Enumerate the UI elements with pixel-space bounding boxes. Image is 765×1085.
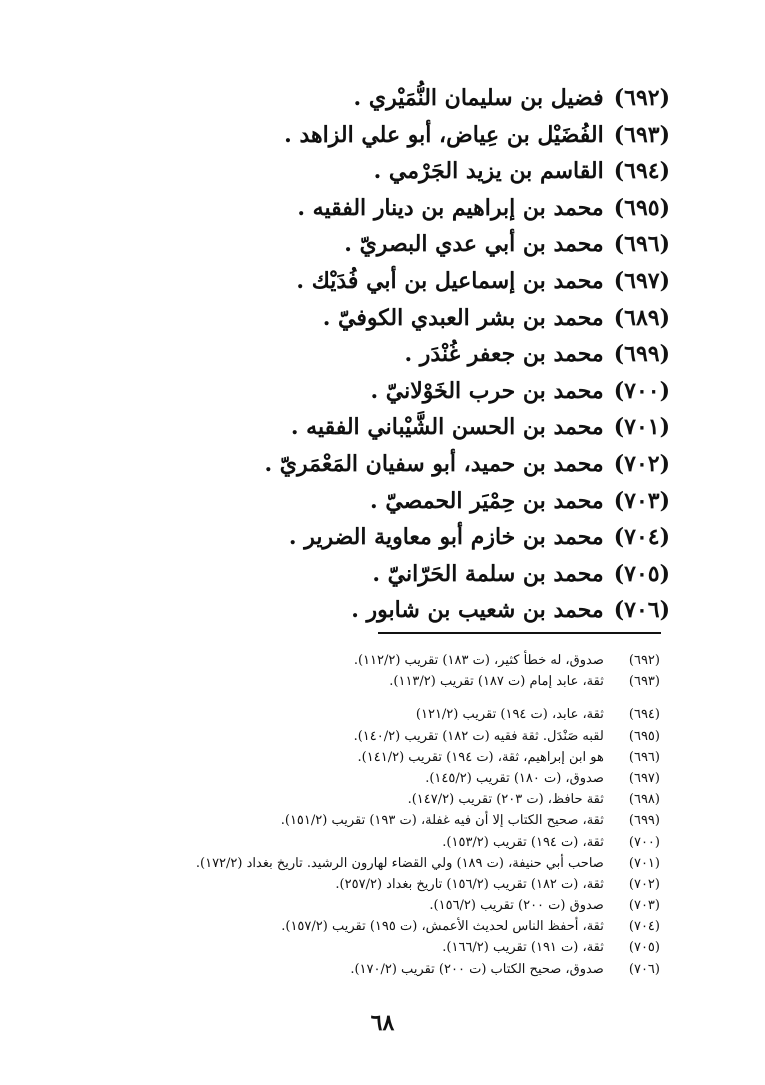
footnote-text: ثقة، عابد إمام (ت ١٨٧) تقريب (١١٣/٢).: [389, 674, 604, 690]
footnote-text: هو ابن إبراهيم، ثقة، (ت ١٩٤) تقريب (١٤١/٢).: [357, 749, 604, 765]
entry-name: محمد بن أبي عدي البصريّ .: [344, 231, 604, 258]
footnote-text: ثقة، (ت ١٩٤) تقريب (١٥٣/٢).: [442, 834, 604, 850]
footnote: [100, 959, 660, 980]
entry-number: (٦٩٧): [613, 267, 670, 294]
entry-number: (٦٩٩): [613, 341, 670, 368]
narrator-list: [250, 80, 670, 629]
entry-name: محمد بن حرب الخَوْلانيّ .: [370, 377, 604, 404]
footnote-text: ثقة حافظ، (ت ٢٠٣) تقريب (١٤٧/٢).: [407, 792, 604, 808]
entry-number: (٧٠٥): [613, 560, 670, 587]
footnote-text: ثقة، صحيح الكتاب إلا أن فيه غفلة، (ت ١٩٣) تقريب (١٥١/٢).: [280, 813, 604, 829]
footnote: [100, 650, 660, 671]
entry-name: محمد بن الحسن الشَّيْباني الفقيه .: [290, 414, 604, 441]
entry-name: محمد بن سلمة الحَرّانيّ .: [372, 560, 604, 587]
footnote: [100, 704, 660, 725]
footnote-number: (٦٩٢): [628, 653, 660, 668]
entry-name: القاسم بن يزيد الجَرْمي .: [373, 158, 604, 185]
footnote-number: (٦٩٨): [628, 792, 660, 808]
footnote: [100, 747, 660, 768]
narrator-entry: [250, 153, 670, 190]
footnote-number: (٦٩٩): [628, 813, 660, 829]
footnote-divider: [378, 632, 661, 634]
footnote-text: لقبه صَنْدَل. ثقة فقيه (ت ١٨٢) تقريب (١٤٠/٢).: [353, 728, 604, 744]
footnote-number: (٦٩٧): [628, 770, 660, 786]
footnote: [100, 810, 660, 831]
narrator-entry: [250, 592, 670, 629]
footnote-number: (٧٠١): [628, 855, 660, 871]
footnote: [100, 916, 660, 937]
footnote-text: ثقة، أحفظ الناس لحديث الأعمش، (ت ١٩٥) تقريب (١٥٧/٢).: [281, 919, 604, 935]
entry-name: محمد بن جعفر غُنْدَر .: [404, 341, 604, 368]
entry-name: محمد بن بشر العبدي الكوفيّ .: [322, 304, 604, 331]
footnote-text: صدوق، له خطأ كثير، (ت ١٨٣) تقريب (١١٢/٢).: [353, 653, 604, 668]
footnote: [100, 671, 660, 692]
narrator-entry: [250, 80, 670, 117]
footnote: [100, 853, 660, 874]
entry-name: فضيل بن سليمان النُّمَيْري .: [353, 85, 604, 111]
footnote-text: ثقة، (ت ١٩١) تقريب (١٦٦/٢).: [442, 940, 604, 956]
entry-number: (٧٠٣): [613, 487, 670, 514]
footnote: [100, 937, 660, 958]
footnote-number: (٧٠٦): [628, 961, 660, 977]
narrator-entry: [250, 519, 670, 556]
footnote-number: (٦٩٥): [628, 728, 660, 744]
footnote: [100, 768, 660, 789]
footnote-number: (٧٠٥): [628, 940, 660, 956]
narrator-entry: [250, 409, 670, 446]
footnotes: [100, 650, 660, 980]
entry-name: محمد بن شعيب بن شابور .: [351, 597, 604, 624]
entry-number: (٦٩٤): [613, 158, 670, 185]
footnote-text: صاحب أبي حنيفة، (ت ١٨٩) ولي القضاء لهارون الرشيد. تاريخ بغداد (١٧٢/٢).: [195, 855, 604, 871]
footnote-gap: [100, 692, 660, 704]
page-number: ٦٨: [370, 1010, 395, 1036]
footnote-text: صدوق (ت ٢٠٠) تقريب (١٥٦/٢).: [429, 898, 604, 914]
footnote-number: (٦٩٤): [628, 707, 660, 723]
entry-name: محمد بن إبراهيم بن دينار الفقيه .: [297, 194, 604, 221]
footnote: [100, 874, 660, 895]
footnote: [100, 895, 660, 916]
entry-name: محمد بن حميد، أبو سفيان المَعْمَريّ .: [264, 450, 604, 477]
footnote-text: ثقة، عابد، (ت ١٩٤) تقريب (١٢١/٢): [415, 707, 604, 723]
footnote-text: صدوق، صحيح الكتاب (ت ٢٠٠) تقريب (١٧٠/٢).: [350, 961, 604, 977]
entry-number: (٧٠٤): [613, 524, 670, 551]
narrator-entry: [250, 336, 670, 373]
footnote-number: (٧٠٣): [628, 898, 660, 914]
entry-name: محمد بن حِمْيَر الحمصيّ .: [370, 487, 604, 514]
narrator-entry: [250, 483, 670, 520]
footnote: [100, 726, 660, 747]
narrator-entry: [250, 190, 670, 227]
footnote: [100, 789, 660, 810]
narrator-entry: [250, 446, 670, 483]
narrator-entry: [250, 556, 670, 593]
entry-number: (٧٠٦): [613, 597, 670, 624]
entry-number: (٦٩٦): [613, 231, 670, 258]
entry-number: (٧٠٢): [613, 450, 670, 477]
footnote-text: ثقة، (ت ١٨٢) تقريب (١٥٦/٢) تاريخ بغداد (٢٥٧/٢).: [335, 876, 604, 892]
footnote-number: (٧٠٠): [628, 834, 660, 850]
entry-name: محمد بن إسماعيل بن أبي فُدَيْك .: [296, 267, 604, 294]
entry-number: (٦٨٩): [613, 304, 670, 331]
narrator-entry: [250, 117, 670, 154]
footnote-number: (٧٠٢): [628, 876, 660, 892]
footnote-number: (٧٠٤): [628, 919, 660, 935]
entry-number: (٧٠١): [613, 414, 670, 441]
entry-number: (٧٠٠): [613, 377, 670, 404]
entry-number: (٦٩٣): [613, 121, 670, 148]
footnote-number: (٦٩٦): [628, 749, 660, 765]
footnote: [100, 832, 660, 853]
narrator-entry: [250, 226, 670, 263]
entry-name: الفُضَيْل بن عِياض، أبو علي الزاهد .: [284, 121, 604, 148]
narrator-entry: [250, 373, 670, 410]
entry-name: محمد بن خازم أبو معاوية الضرير .: [288, 524, 604, 551]
narrator-entry: [250, 300, 670, 337]
footnote-text: صدوق، (ت ١٨٠) تقريب (١٤٥/٢).: [425, 770, 604, 786]
entry-number: (٦٩٢): [613, 85, 670, 111]
entry-number: (٦٩٥): [613, 194, 670, 221]
footnote-number: (٦٩٣): [628, 674, 660, 690]
narrator-entry: [250, 263, 670, 300]
